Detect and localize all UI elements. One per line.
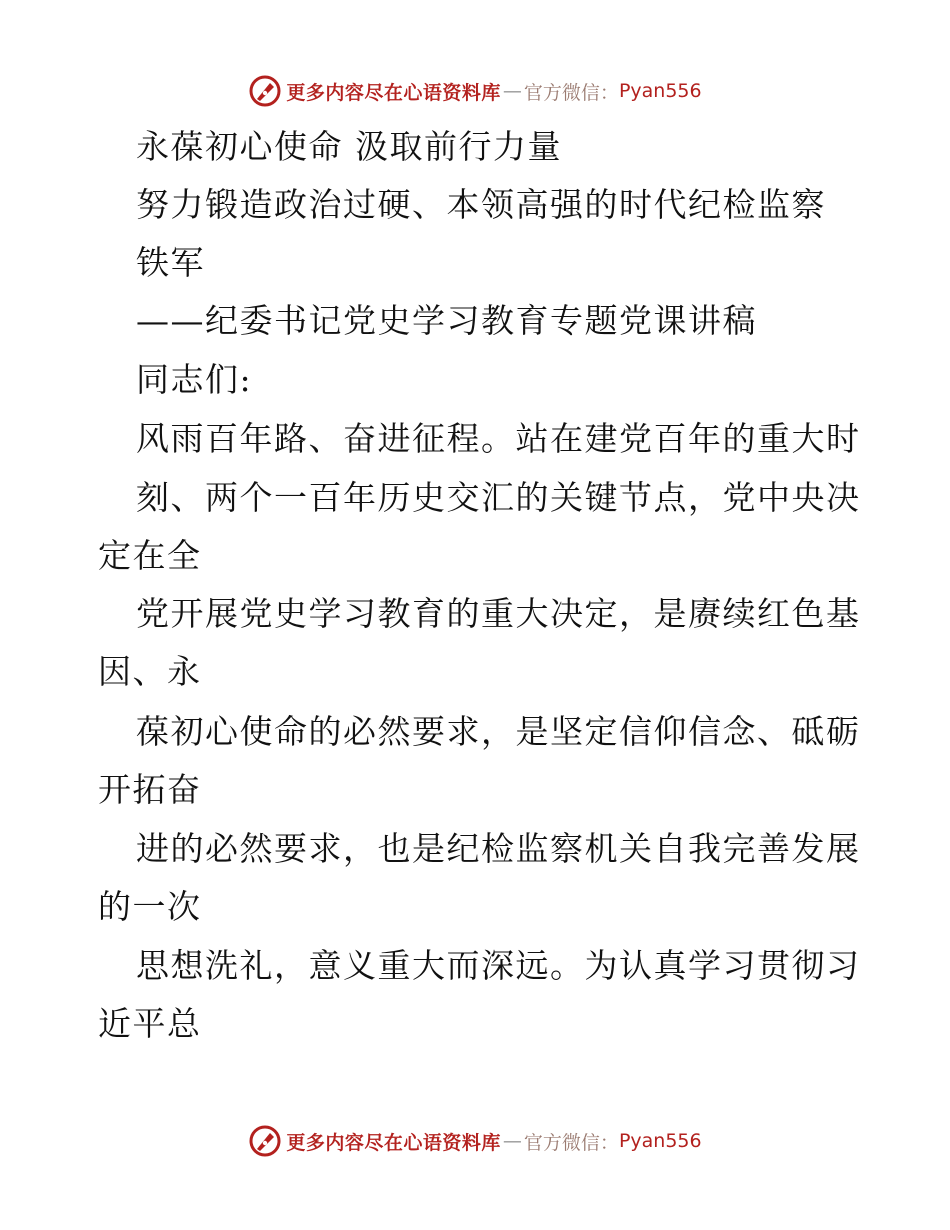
doc-line: 葆初心使命的必然要求，是坚定信仰信念、砥砺 <box>136 712 861 751</box>
doc-subtitle-cont: 铁军 <box>136 243 205 282</box>
pen-nib-circle-icon <box>248 74 282 108</box>
doc-line: 开拓奋 <box>98 770 202 809</box>
banner-dash: — <box>502 80 522 102</box>
doc-line: 进的必然要求，也是纪检监察机关自我完善发展 <box>136 829 861 868</box>
banner-wechat-label: 官方微信： <box>523 1131 619 1154</box>
doc-line: 定在全 <box>98 536 202 575</box>
banner-site-text: 更多内容尽在心语资料库 <box>286 81 501 104</box>
banner-wechat-id: Pyan556 <box>618 1130 702 1152</box>
doc-title: 永葆初心使命 汲取前行力量 <box>136 127 562 166</box>
pen-nib-circle-icon <box>248 1124 282 1158</box>
doc-subheading: ——纪委书记党史学习教育专题党课讲稿 <box>136 301 757 340</box>
doc-line: 近平总 <box>98 1004 202 1043</box>
banner-dash: — <box>502 1130 522 1152</box>
header-watermark-banner <box>0 71 950 111</box>
doc-line: 思想洗礼，意义重大而深远。为认真学习贯彻习 <box>136 946 861 985</box>
doc-line: 风雨百年路、奋进征程。站在建党百年的重大时 <box>136 419 861 458</box>
doc-line: 党开展党史学习教育的重大决定，是赓续红色基 <box>136 594 861 633</box>
banner-wechat-label: 官方微信： <box>523 81 619 104</box>
banner-wechat-id: Pyan556 <box>618 80 702 102</box>
footer-watermark-banner <box>0 1121 950 1161</box>
doc-line: 的一次 <box>98 887 202 926</box>
doc-line: 刻、两个一百年历史交汇的关键节点，党中央决 <box>136 478 861 517</box>
banner-site-text: 更多内容尽在心语资料库 <box>286 1131 501 1154</box>
doc-subtitle: 努力锻造政治过硬、本领高强的时代纪检监察 <box>136 185 826 224</box>
doc-salutation: 同志们: <box>136 360 253 399</box>
doc-line: 因、永 <box>98 652 202 691</box>
